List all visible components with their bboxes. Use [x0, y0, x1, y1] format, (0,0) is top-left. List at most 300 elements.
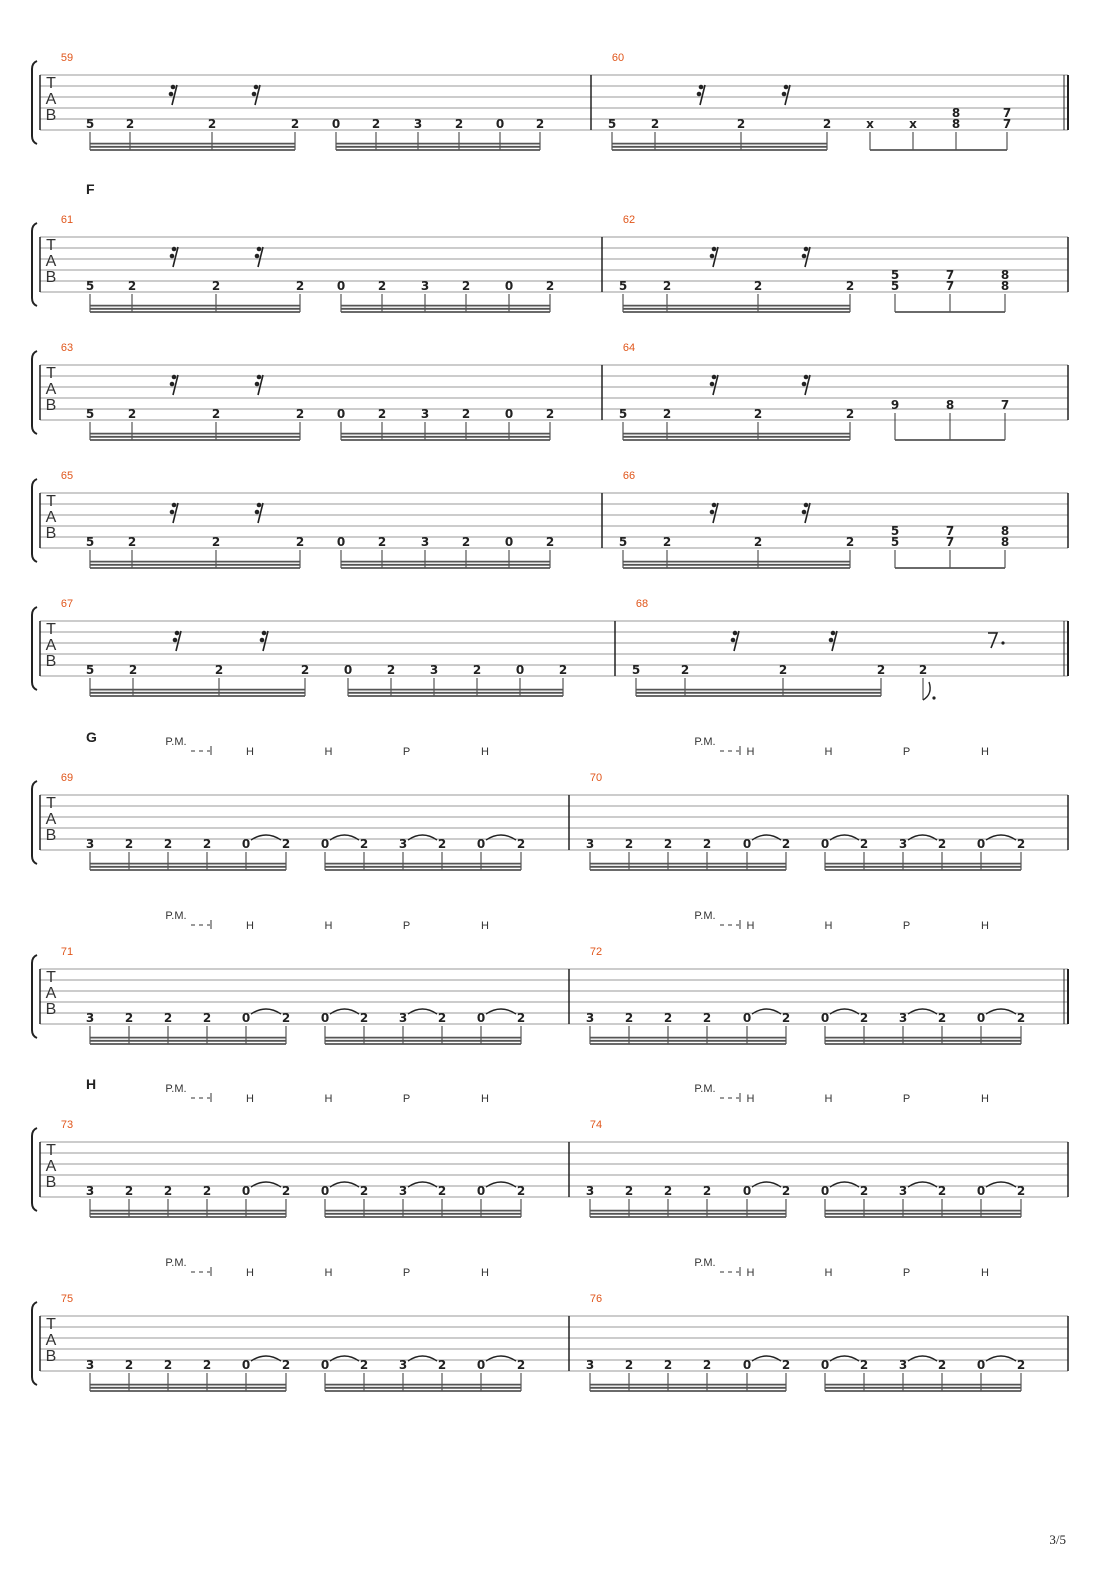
- fret-number: 2: [124, 1184, 134, 1198]
- fret-number: 7: [1002, 106, 1012, 120]
- fret-number: 0: [476, 837, 486, 851]
- fret-number: 2: [472, 663, 482, 677]
- hammer-on-mark: H: [746, 1267, 755, 1279]
- tab-clef-letter: T: [46, 1142, 56, 1159]
- tab-clef-letter: B: [45, 653, 57, 670]
- fret-number: 5: [890, 535, 900, 549]
- hammer-on-mark: H: [746, 920, 755, 932]
- rest-dot: [172, 247, 177, 252]
- sixteenth-rest: [170, 503, 178, 523]
- fret-number: 2: [702, 1011, 712, 1025]
- palm-mute-label: P.M.: [165, 736, 187, 748]
- fret-number: 2: [281, 1184, 291, 1198]
- fret-number: 0: [976, 837, 986, 851]
- fret-number: 8: [1000, 524, 1010, 538]
- measure-number: 73: [60, 1119, 74, 1131]
- fret-number: 2: [359, 1358, 369, 1372]
- fret-number: 2: [163, 1358, 173, 1372]
- measure-number: 72: [589, 946, 603, 958]
- fret-number: 5: [618, 407, 628, 421]
- fret-number: 2: [624, 1184, 634, 1198]
- fret-number: 7: [945, 268, 955, 282]
- sixteenth-rest: [802, 375, 810, 395]
- fret-number: 2: [127, 535, 137, 549]
- fret-number: 2: [295, 407, 305, 421]
- fret-number: 8: [1000, 535, 1010, 549]
- sixteenth-rest: [829, 631, 837, 651]
- fret-number: 2: [437, 837, 447, 851]
- fret-number: 3: [85, 1184, 95, 1198]
- fret-number: 2: [558, 663, 568, 677]
- rest-dot: [733, 631, 738, 636]
- fret-number: 0: [820, 1358, 830, 1372]
- tab-system: [32, 52, 1068, 150]
- fret-number: 5: [618, 535, 628, 549]
- fret-number: 0: [742, 1184, 752, 1198]
- fret-number: 2: [359, 1011, 369, 1025]
- fret-number: 2: [437, 1184, 447, 1198]
- fret-number: 3: [420, 279, 430, 293]
- system-bracket: [32, 1128, 37, 1211]
- fret-number: 2: [211, 279, 221, 293]
- fret-number: 0: [241, 1184, 251, 1198]
- rest-dot: [731, 638, 736, 643]
- fret-number: 2: [1016, 1358, 1026, 1372]
- rest-dot: [257, 375, 262, 380]
- hammer-on-mark: H: [981, 920, 989, 932]
- fret-number: 2: [545, 407, 555, 421]
- fret-number: 2: [624, 1358, 634, 1372]
- fret-number: 2: [516, 1011, 526, 1025]
- fret-number: 5: [607, 117, 617, 131]
- rest-dot: [802, 510, 807, 515]
- sixteenth-rest: [170, 375, 178, 395]
- fret-number: 2: [202, 1358, 212, 1372]
- fret-number: 3: [420, 407, 430, 421]
- fret-number: 2: [778, 663, 788, 677]
- fret-number: 0: [515, 663, 525, 677]
- fret-number: 2: [1016, 1184, 1026, 1198]
- fret-number: 2: [845, 279, 855, 293]
- fret-number: 2: [281, 1358, 291, 1372]
- fret-number: 2: [377, 407, 387, 421]
- fret-number: 0: [504, 407, 514, 421]
- fret-number: 2: [662, 279, 672, 293]
- tab-clef-letter: A: [45, 637, 57, 654]
- rest-dot: [1001, 641, 1004, 644]
- fret-number: 2: [845, 535, 855, 549]
- sixteenth-rest: [710, 247, 718, 267]
- hammer-on-mark: H: [481, 746, 489, 758]
- tab-system: [32, 910, 1068, 1044]
- fret-number: 0: [742, 837, 752, 851]
- measure-number: 70: [589, 772, 603, 784]
- measure-number: 62: [622, 214, 636, 226]
- rest-dot: [710, 382, 715, 387]
- rest-dot: [804, 247, 809, 252]
- palm-mute-label: P.M.: [694, 910, 716, 922]
- note-flag: [923, 682, 930, 700]
- fret-number: 2: [516, 837, 526, 851]
- rest-dot: [169, 92, 174, 97]
- system-bracket: [32, 479, 37, 562]
- rest-dot: [697, 92, 702, 97]
- fret-number: 2: [516, 1358, 526, 1372]
- system-bracket: [32, 61, 37, 144]
- rest-dot: [712, 375, 717, 380]
- rest-dot: [712, 247, 717, 252]
- palm-mute-label: P.M.: [165, 1083, 187, 1095]
- fret-number: 0: [320, 1011, 330, 1025]
- fret-number: 5: [890, 524, 900, 538]
- rest-dot: [262, 631, 267, 636]
- fret-number: 0: [320, 1184, 330, 1198]
- hammer-on-mark: H: [981, 1093, 989, 1105]
- palm-mute-label: P.M.: [165, 1257, 187, 1269]
- measure-number: 67: [60, 598, 74, 610]
- fret-number: 2: [859, 1011, 869, 1025]
- tab-clef-letter: A: [45, 253, 57, 270]
- dead-note: x: [909, 117, 917, 131]
- hammer-on-mark: H: [246, 1267, 254, 1279]
- tab-system: [32, 470, 1068, 568]
- eighth-rest: [988, 633, 1005, 648]
- hammer-on-mark: H: [324, 1267, 333, 1279]
- fret-number: 2: [386, 663, 396, 677]
- system-bracket: [32, 351, 37, 434]
- fret-number: 2: [918, 663, 928, 677]
- rest-dot: [255, 510, 260, 515]
- measure-number: 76: [589, 1293, 603, 1305]
- hammer-on-mark: H: [824, 1093, 833, 1105]
- fret-number: 2: [359, 1184, 369, 1198]
- tab-system: [32, 598, 1068, 700]
- fret-number: 2: [127, 407, 137, 421]
- fret-number: 0: [241, 837, 251, 851]
- fret-number: 2: [845, 407, 855, 421]
- fret-number: 2: [127, 279, 137, 293]
- fret-number: 2: [545, 279, 555, 293]
- fret-number: 0: [495, 117, 505, 131]
- fret-number: 2: [736, 117, 746, 131]
- fret-number: 2: [461, 407, 471, 421]
- fret-number: 0: [820, 1011, 830, 1025]
- pull-off-mark: P: [902, 746, 911, 758]
- tab-clef-letter: T: [46, 1316, 56, 1333]
- rest-dot: [260, 638, 265, 643]
- fret-number: 5: [618, 279, 628, 293]
- hammer-on-mark: H: [324, 1093, 333, 1105]
- fret-number: 2: [650, 117, 660, 131]
- fret-number: 2: [624, 837, 634, 851]
- fret-number: 2: [214, 663, 224, 677]
- sixteenth-rest: [802, 247, 810, 267]
- fret-number: 3: [85, 1011, 95, 1025]
- fret-number: 0: [336, 407, 346, 421]
- fret-number: 0: [336, 279, 346, 293]
- fret-number: 5: [85, 279, 95, 293]
- rest-dot: [170, 510, 175, 515]
- hammer-on-mark: H: [981, 746, 989, 758]
- fret-number: 2: [937, 1358, 947, 1372]
- hammer-on-mark: H: [481, 920, 489, 932]
- fret-number: 2: [781, 1184, 791, 1198]
- tab-clef-letter: B: [45, 1348, 57, 1365]
- fret-number: 2: [211, 407, 221, 421]
- fret-number: 8: [1000, 279, 1010, 293]
- tab-clef-letter: B: [45, 107, 57, 124]
- fret-number: 0: [476, 1011, 486, 1025]
- sixteenth-rest: [782, 85, 790, 105]
- tab-system: [32, 181, 1068, 312]
- measure-number: 60: [611, 52, 625, 64]
- hammer-on-mark: H: [824, 746, 833, 758]
- rest-dot: [172, 503, 177, 508]
- pull-off-mark: P: [902, 1267, 911, 1279]
- fret-number: 2: [781, 837, 791, 851]
- pull-off-mark: P: [402, 746, 411, 758]
- fret-number: 0: [976, 1358, 986, 1372]
- fret-number: 8: [945, 398, 955, 412]
- fret-number: 2: [377, 535, 387, 549]
- tab-system: [32, 1076, 1068, 1217]
- fret-number: 2: [680, 663, 690, 677]
- fret-number: 2: [207, 117, 217, 131]
- fret-number: 7: [1000, 398, 1010, 412]
- rest-dot: [710, 254, 715, 259]
- tab-clef-letter: A: [45, 1158, 57, 1175]
- measure-number: 75: [60, 1293, 74, 1305]
- tab-clef-letter: T: [46, 493, 56, 510]
- palm-mute-label: P.M.: [694, 736, 716, 748]
- fret-number: 2: [124, 1011, 134, 1025]
- rest-dot: [782, 92, 787, 97]
- hammer-on-mark: H: [824, 1267, 833, 1279]
- sixteenth-rest: [731, 631, 739, 651]
- rest-dot: [254, 85, 259, 90]
- fret-number: 2: [359, 837, 369, 851]
- fret-number: 2: [781, 1358, 791, 1372]
- fret-number: 3: [398, 1358, 408, 1372]
- fret-number: 2: [437, 1011, 447, 1025]
- fret-number: 5: [890, 268, 900, 282]
- sixteenth-rest: [170, 247, 178, 267]
- fret-number: 8: [951, 117, 961, 131]
- rest-dot: [255, 382, 260, 387]
- fret-number: 3: [585, 837, 595, 851]
- fret-number: 3: [898, 1011, 908, 1025]
- fret-number: 3: [585, 1184, 595, 1198]
- hammer-on-mark: H: [246, 920, 254, 932]
- tab-clef-letter: B: [45, 1174, 57, 1191]
- rest-dot: [829, 638, 834, 643]
- fret-number: 2: [211, 535, 221, 549]
- tab-system: [32, 729, 1068, 870]
- fret-number: 2: [295, 535, 305, 549]
- rest-dot: [257, 247, 262, 252]
- measure-number: 69: [60, 772, 74, 784]
- sixteenth-rest: [710, 375, 718, 395]
- fret-number: 5: [631, 663, 641, 677]
- fret-number: 2: [281, 1011, 291, 1025]
- fret-number: 2: [163, 1011, 173, 1025]
- fret-number: 7: [945, 535, 955, 549]
- fret-number: 8: [951, 106, 961, 120]
- sixteenth-rest: [255, 375, 263, 395]
- rest-dot: [173, 638, 178, 643]
- rest-dot: [831, 631, 836, 636]
- pull-off-mark: P: [402, 1267, 411, 1279]
- tab-clef-letter: A: [45, 91, 57, 108]
- fret-number: 7: [1002, 117, 1012, 131]
- tab-clef-letter: T: [46, 75, 56, 92]
- fret-number: 0: [976, 1184, 986, 1198]
- fret-number: 3: [420, 535, 430, 549]
- fret-number: 2: [295, 279, 305, 293]
- tab-clef-letter: T: [46, 795, 56, 812]
- hammer-on-mark: H: [981, 1267, 989, 1279]
- fret-number: 0: [241, 1358, 251, 1372]
- fret-number: 7: [945, 279, 955, 293]
- fret-number: 8: [1000, 268, 1010, 282]
- fret-number: 3: [898, 1184, 908, 1198]
- fret-number: 2: [454, 117, 464, 131]
- fret-number: 0: [820, 837, 830, 851]
- hammer-on-mark: H: [746, 1093, 755, 1105]
- rest-dot: [710, 510, 715, 515]
- fret-number: 2: [516, 1184, 526, 1198]
- measure-number: 65: [60, 470, 74, 482]
- fret-number: 2: [545, 535, 555, 549]
- tab-clef-letter: A: [45, 1332, 57, 1349]
- measure-number: 63: [60, 342, 74, 354]
- fret-number: 2: [202, 1184, 212, 1198]
- measure-number: 59: [60, 52, 74, 64]
- fret-number: 3: [398, 1011, 408, 1025]
- fret-number: 3: [585, 1011, 595, 1025]
- fret-number: 2: [1016, 837, 1026, 851]
- fret-number: 2: [437, 1358, 447, 1372]
- tab-clef-letter: B: [45, 525, 57, 542]
- rest-dot: [804, 503, 809, 508]
- fret-number: 2: [937, 1184, 947, 1198]
- fret-number: 0: [336, 535, 346, 549]
- rest-dot: [802, 254, 807, 259]
- fret-number: 0: [820, 1184, 830, 1198]
- fret-number: 2: [753, 279, 763, 293]
- fret-number: 0: [504, 535, 514, 549]
- fret-number: 2: [662, 535, 672, 549]
- fret-number: 2: [128, 663, 138, 677]
- fret-number: 2: [461, 535, 471, 549]
- fret-number: 7: [945, 524, 955, 538]
- fret-number: 0: [320, 1358, 330, 1372]
- hammer-on-mark: H: [246, 746, 254, 758]
- rest-dot: [255, 254, 260, 259]
- fret-number: 0: [976, 1011, 986, 1025]
- fret-number: 2: [300, 663, 310, 677]
- tab-clef-letter: T: [46, 365, 56, 382]
- hammer-on-mark: H: [481, 1267, 489, 1279]
- rest-dot: [252, 92, 257, 97]
- fret-number: 2: [163, 1184, 173, 1198]
- fret-number: 0: [504, 279, 514, 293]
- note-dot: [932, 696, 935, 699]
- measure-number: 64: [622, 342, 636, 354]
- fret-number: 3: [413, 117, 423, 131]
- tab-clef-letter: T: [46, 621, 56, 638]
- fret-number: 0: [331, 117, 341, 131]
- system-bracket: [32, 223, 37, 306]
- sixteenth-rest: [169, 85, 177, 105]
- fret-number: 2: [662, 407, 672, 421]
- rest-dot: [175, 631, 180, 636]
- tab-clef-letter: B: [45, 397, 57, 414]
- fret-number: 2: [663, 1358, 673, 1372]
- palm-mute-label: P.M.: [694, 1257, 716, 1269]
- rest-shape: [988, 633, 997, 648]
- hammer-on-mark: H: [824, 920, 833, 932]
- rest-dot: [170, 382, 175, 387]
- tab-system: [32, 1257, 1068, 1391]
- hammer-on-mark: H: [481, 1093, 489, 1105]
- hammer-on-mark: H: [324, 746, 333, 758]
- fret-number: 2: [663, 1184, 673, 1198]
- fret-number: 2: [125, 117, 135, 131]
- system-bracket: [32, 1302, 37, 1385]
- fret-number: 2: [663, 1011, 673, 1025]
- measure-number: 68: [635, 598, 649, 610]
- fret-number: 0: [476, 1184, 486, 1198]
- fret-number: 2: [377, 279, 387, 293]
- fret-number: 3: [85, 1358, 95, 1372]
- measure-number: 74: [589, 1119, 603, 1131]
- rest-dot: [699, 85, 704, 90]
- fret-number: 2: [535, 117, 545, 131]
- fret-number: 0: [742, 1011, 752, 1025]
- fret-number: 5: [85, 663, 95, 677]
- system-bracket: [32, 607, 37, 690]
- section-marker: H: [86, 1076, 97, 1092]
- fret-number: 0: [241, 1011, 251, 1025]
- fret-number: 0: [343, 663, 353, 677]
- section-marker: G: [86, 729, 97, 745]
- fret-number: 3: [898, 837, 908, 851]
- rest-dot: [172, 375, 177, 380]
- palm-mute-label: P.M.: [694, 1083, 716, 1095]
- tab-system: [32, 342, 1068, 440]
- page-number: 3/5: [1049, 1532, 1066, 1547]
- fret-number: 0: [320, 837, 330, 851]
- palm-mute-label: P.M.: [165, 910, 187, 922]
- rest-dot: [802, 382, 807, 387]
- system-bracket: [32, 955, 37, 1038]
- fret-number: 2: [702, 1184, 712, 1198]
- fret-number: 2: [371, 117, 381, 131]
- measure-number: 61: [60, 214, 74, 226]
- fret-number: 2: [281, 837, 291, 851]
- pull-off-mark: P: [902, 1093, 911, 1105]
- dead-note: x: [866, 117, 874, 131]
- fret-number: 2: [1016, 1011, 1026, 1025]
- tab-clef-letter: A: [45, 381, 57, 398]
- fret-number: 2: [663, 837, 673, 851]
- sixteenth-rest: [255, 247, 263, 267]
- fret-number: 3: [429, 663, 439, 677]
- sixteenth-rest: [802, 503, 810, 523]
- fret-number: 2: [124, 837, 134, 851]
- system-bracket: [32, 781, 37, 864]
